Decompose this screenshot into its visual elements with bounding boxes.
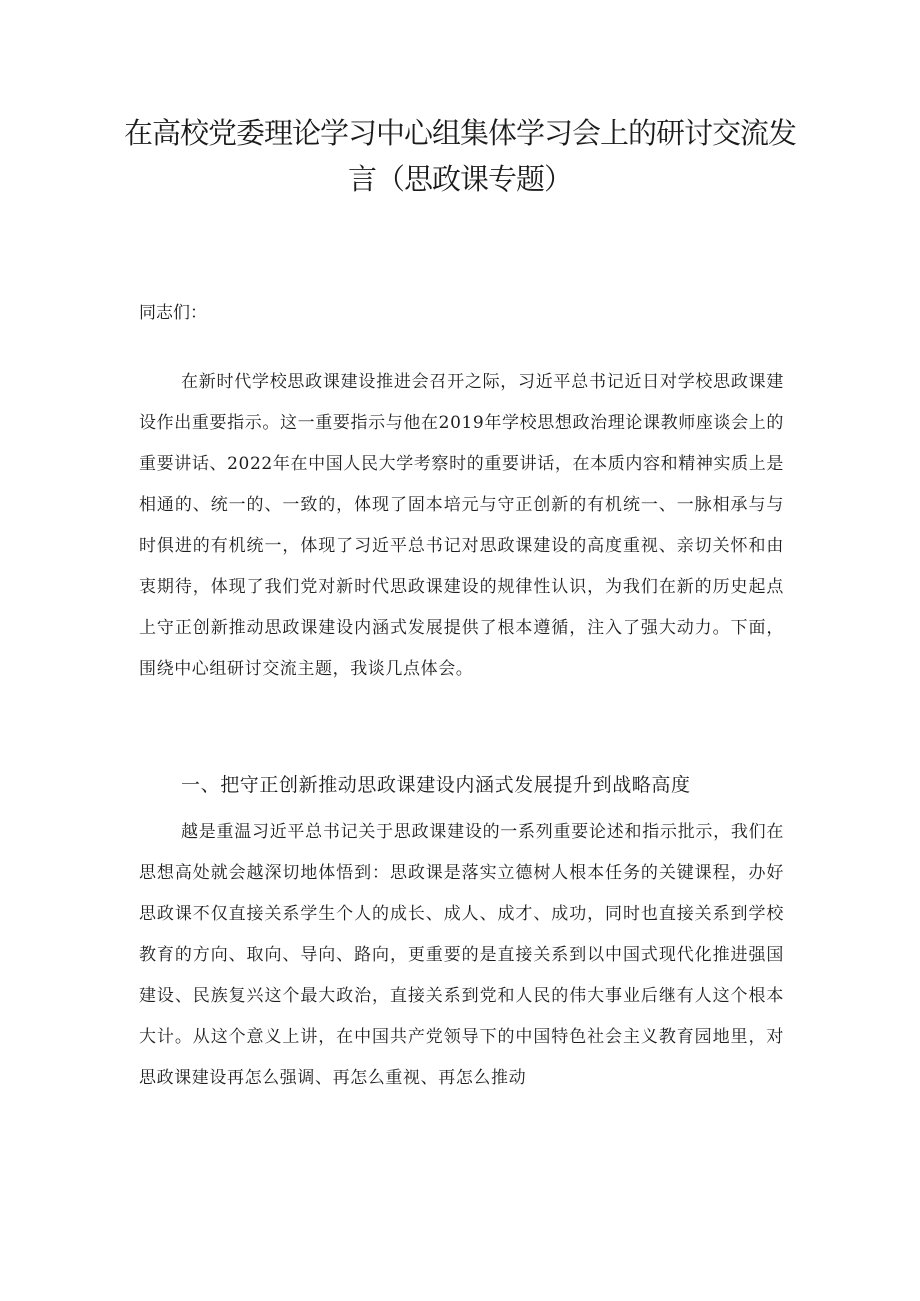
section-heading-1: 一、把守正创新推动思政课建设内涵式发展提升到战略高度 [181, 774, 691, 796]
paragraph-2: 越是重温习近平总书记关于思政课建设的一系列重要论述和指示批示，我们在思想高处就会越深切地体悟到：思政课是落实立德树人根本任务的关键课程，办好思政课不仅直接关系学生个人的成长、成人、成才、成功，同时也直接关系到学校教育的方向、取向、导向、路向，更重要的是直接关系到以中国式现代化推进强国建设、民族复兴这个最大政治，直接关系到党和人民的伟大事业后继有人这个根本大计。从这个意义上讲，在中国共产党领导下的中国特色社会主义教育园地里，对思政课建设再怎么强调、再怎么重视、再怎么推动 [139, 822, 784, 1088]
paragraph-1: 在新时代学校思政课建设推进会召开之际，习近平总书记近日对学校思政课建设作出重要指示。这一重要指示与他在2019年学校思想政治理论课教师座谈会上的重要讲话、2022年在中国人民大学考察时的重要讲话，在本质内容和精神实质上是相通的、统一的、一致的，体现了固本培元与守正创新的有机统一、一脉相承与与时俱进的有机统一，体现了习近平总书记对思政课建设的高度重视、亲切关怀和由衷期待，体现了我们党对新时代思政课建设的规律性认识，为我们在新的历史起点上守正创新推动思政课建设内涵式发展提供了根本遵循，注入了强大动力。下面，围绕中心组研讨交流主题，我谈几点体会。 [139, 372, 784, 679]
document-title-line-2: 言（思政课专题） [347, 162, 572, 196]
salutation: 同志们： [139, 303, 207, 323]
document-title-line-1: 在高校党委理论学习中心组集体学习会上的研讨交流发 [123, 116, 796, 150]
document-title [120, 110, 800, 202]
